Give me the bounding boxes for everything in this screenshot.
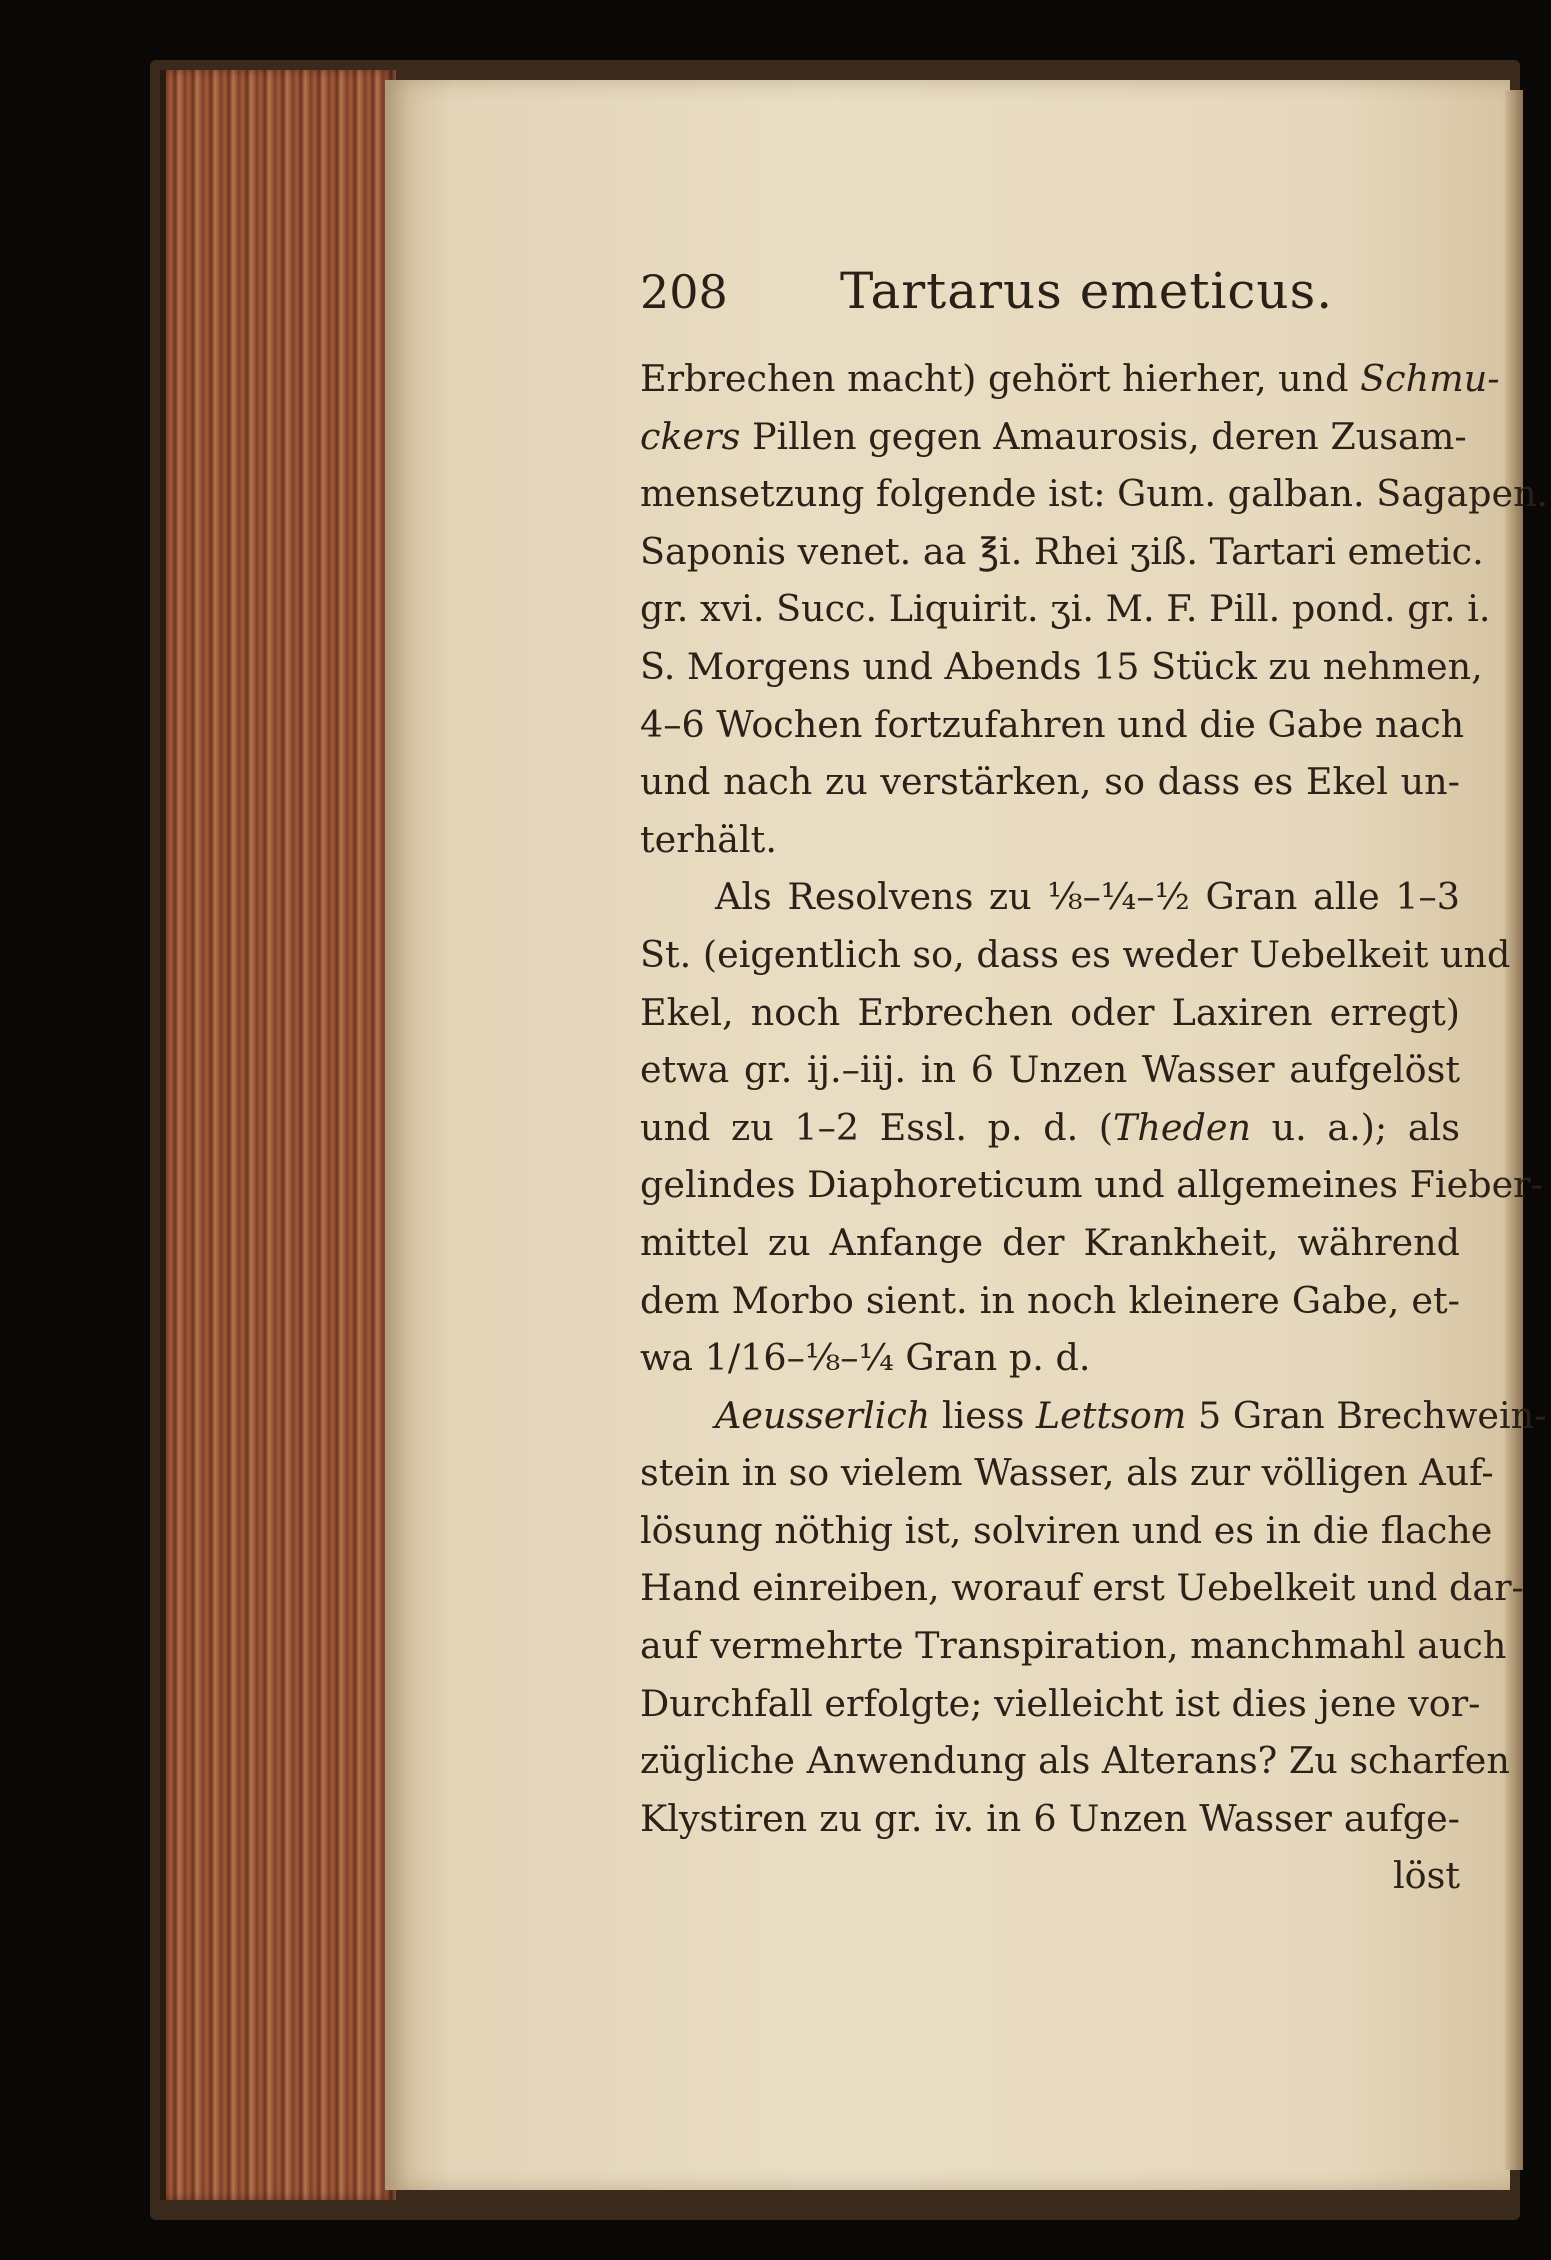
text-line: St. (eigentlich so, dass es weder Uebelkeit und [640, 932, 1511, 976]
text-line: und zu 1–2 Essl. p. d. (Theden u. a.); als [640, 1105, 1460, 1149]
text-line: ckers Pillen gegen Amaurosis, deren Zusam- [640, 414, 1467, 458]
page-number: 208 [640, 265, 728, 319]
text-line: lösung nöthig ist, solviren und es in die flache [640, 1508, 1493, 1552]
text-line: Klystiren zu gr. iv. in 6 Unzen Wasser aufge- [640, 1796, 1460, 1840]
text-line: mittel zu Anfange der Krankheit, während [640, 1220, 1460, 1264]
text-line: Erbrechen macht) gehört hierher, und Schmu- [640, 357, 1500, 400]
text-line: S. Morgens und Abends 15 Stück zu nehmen, [640, 644, 1483, 688]
page-title: Tartarus emeticus. [840, 262, 1334, 320]
text-line: wa 1/16–⅛–¼ Gran p. d. [640, 1336, 1091, 1380]
text-line: Hand einreiben, worauf erst Uebelkeit und dar- [640, 1566, 1524, 1610]
text-line: gelindes Diaphoreticum und allgemeines Fieber- [640, 1163, 1543, 1207]
text-line: mensetzung folgende ist: Gum. galban. Sagapen. [640, 472, 1549, 516]
text-line: dem Morbo sient. in noch kleinere Gabe, et- [640, 1278, 1460, 1322]
page-edges [160, 70, 396, 2200]
running-head [640, 262, 1333, 322]
text-line: Als Resolvens zu ⅛–¼–½ Gran alle 1–3 [715, 875, 1460, 919]
text-line: auf vermehrte Transpiration, manchmahl auch [640, 1624, 1507, 1668]
text-line: Durchfall erfolgte; vielleicht ist dies jene vor- [640, 1681, 1481, 1725]
text-line: zügliche Anwendung als Alterans? Zu scharfen [640, 1739, 1510, 1783]
text-line: terhält. [640, 817, 777, 861]
text-line: Saponis venet. aa ℥i. Rhei ʒiß. Tartari emetic. [640, 529, 1484, 573]
text-line: Ekel, noch Erbrechen oder Laxiren erregt) [640, 990, 1460, 1034]
catchword: löst [1392, 1854, 1460, 1898]
page-right-edge [1505, 90, 1523, 2170]
text-line: Aeusserlich liess Lettsom 5 Gran Brechwein- [715, 1393, 1547, 1437]
text-line: gr. xvi. Succ. Liquirit. ʒi. M. F. Pill. pond. gr. i. [640, 587, 1491, 631]
body-text [640, 350, 1549, 1905]
text-line: etwa gr. ij.–iij. in 6 Unzen Wasser aufgelöst [640, 1048, 1460, 1092]
text-line: stein in so vielem Wasser, als zur völligen Auf- [640, 1451, 1494, 1495]
text-line: und nach zu verstärken, so dass es Ekel un- [640, 760, 1460, 804]
text-line: 4–6 Wochen fortzufahren und die Gabe nach [640, 702, 1465, 746]
